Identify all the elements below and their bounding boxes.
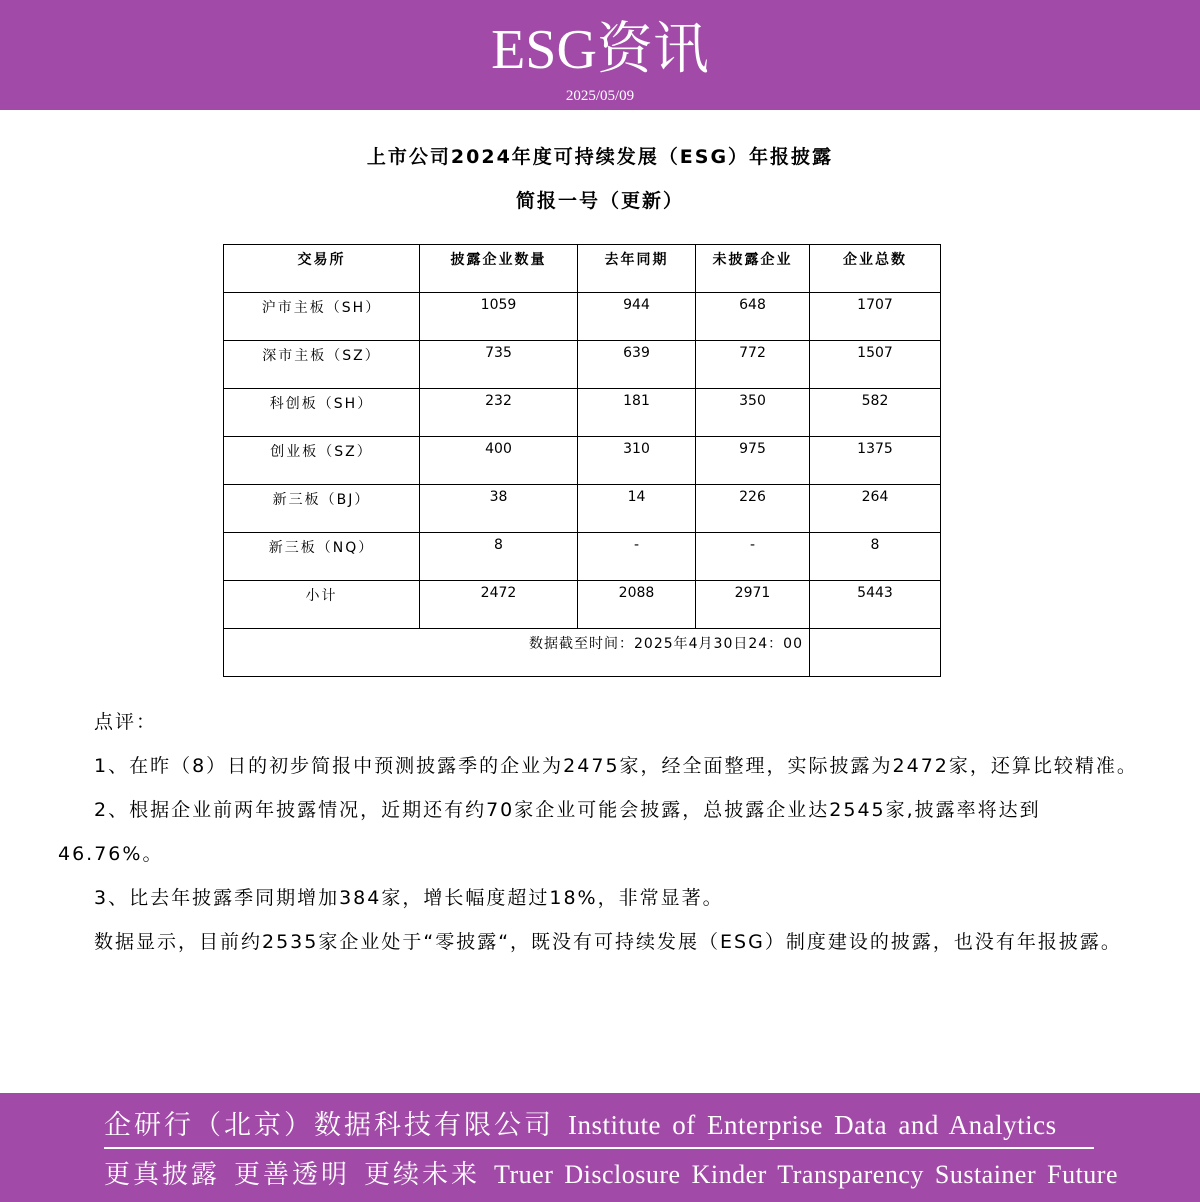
- commentary: [58, 700, 1138, 964]
- data-cutoff-note: 数据截至时间：2025年4月30日24：00: [224, 629, 810, 677]
- footer-slogan-line: [104, 1157, 1119, 1193]
- table-cell: 310: [578, 437, 696, 485]
- commentary-paragraph-2: 2、根据企业前两年披露情况，近期还有约70家企业可能会披露，总披露企业达2545家,披露率将达到46.76%。: [58, 799, 1041, 865]
- header-date: 2025/05/09: [565, 88, 635, 104]
- table-cell: 8: [810, 533, 941, 581]
- table-cell: 772: [696, 341, 810, 389]
- table-cell: 264: [810, 485, 941, 533]
- table-cell: 沪市主板（SH）: [224, 293, 420, 341]
- table-row-subtotal: [224, 581, 941, 629]
- footer-org-line: [104, 1107, 1094, 1149]
- table-cell-empty: [810, 629, 941, 677]
- commentary-paragraph-1: 1、在昨（8）日的初步简报中预测披露季的企业为2475家，经全面整理，实际披露为2472家，还算比较精准。: [94, 755, 1138, 777]
- table-cell: 400: [420, 437, 578, 485]
- table-cell: 944: [578, 293, 696, 341]
- table-cell: 648: [696, 293, 810, 341]
- table-row: [224, 341, 941, 389]
- table-cell: 582: [810, 389, 941, 437]
- table-cell: 14: [578, 485, 696, 533]
- table-cell: 创业板（SZ）: [224, 437, 420, 485]
- table-cell: 2472: [420, 581, 578, 629]
- table-cell: -: [578, 533, 696, 581]
- table-cell: 1507: [810, 341, 941, 389]
- table-cell: 2088: [578, 581, 696, 629]
- footer-banner: [0, 1093, 1200, 1202]
- table-cell: 新三板（NQ）: [224, 533, 420, 581]
- footer-slogan-cn-1: 更真披露: [104, 1160, 221, 1189]
- table-cell: 181: [578, 389, 696, 437]
- table-cell: 深市主板（SZ）: [224, 341, 420, 389]
- table-row: [224, 293, 941, 341]
- footer-slogan-cn-2: 更善透明: [234, 1160, 351, 1189]
- table-cell: 639: [578, 341, 696, 389]
- table-cell: 1059: [420, 293, 578, 341]
- table-cell: 232: [420, 389, 578, 437]
- document-title: 上市公司2024年度可持续发展（ESG）年报披露: [366, 146, 834, 168]
- footer-slogan-en: Truer Disclosure Kinder Transparency Sustainer Future: [494, 1160, 1119, 1189]
- table-row: [224, 389, 941, 437]
- table-cell: 新三板（BJ）: [224, 485, 420, 533]
- table-cell: 226: [696, 485, 810, 533]
- table-cell: 科创板（SH）: [224, 389, 420, 437]
- column-header: 去年同期: [578, 245, 696, 293]
- table-cell: 8: [420, 533, 578, 581]
- table-cell: 975: [696, 437, 810, 485]
- table-cell: 350: [696, 389, 810, 437]
- table-cell: 小计: [224, 581, 420, 629]
- commentary-heading: 点评：: [94, 711, 158, 733]
- table-cell: 38: [420, 485, 578, 533]
- column-header: 交易所: [224, 245, 420, 293]
- table-cell: 1375: [810, 437, 941, 485]
- table-row: [224, 533, 941, 581]
- table-cell: -: [696, 533, 810, 581]
- table-row: [224, 437, 941, 485]
- footer-slogan-cn-3: 更续未来: [364, 1160, 481, 1189]
- table-cell: 1707: [810, 293, 941, 341]
- table-header-row: [224, 245, 941, 293]
- column-header: 披露企业数量: [420, 245, 578, 293]
- header-title: ESG资讯: [491, 19, 709, 81]
- table-cell: 735: [420, 341, 578, 389]
- footer-org-en: Institute of Enterprise Data and Analytics: [568, 1110, 1057, 1140]
- header-banner: [0, 0, 1200, 110]
- document-subtitle: 简报一号（更新）: [515, 190, 684, 212]
- table-cell: 2971: [696, 581, 810, 629]
- column-header: 企业总数: [810, 245, 941, 293]
- column-header: 未披露企业: [696, 245, 810, 293]
- disclosure-table: [223, 244, 941, 677]
- table-cell: 5443: [810, 581, 941, 629]
- commentary-paragraph-4: 数据显示，目前约2535家企业处于“零披露“，既没有可持续发展（ESG）制度建设的披露，也没有年报披露。: [94, 931, 1122, 953]
- table-note-row: [224, 629, 941, 677]
- footer-org-cn: 企研行（北京）数据科技有限公司: [104, 1110, 554, 1140]
- table-row: [224, 485, 941, 533]
- commentary-paragraph-3: 3、比去年披露季同期增加384家，增长幅度超过18%，非常显著。: [94, 887, 724, 909]
